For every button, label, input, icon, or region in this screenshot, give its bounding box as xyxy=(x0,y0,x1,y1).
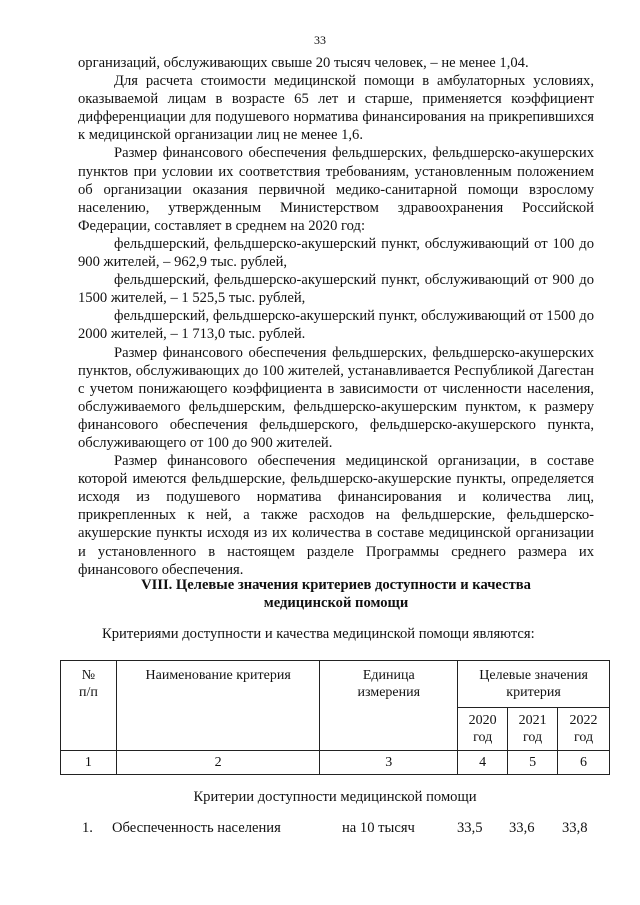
column-number: 4 xyxy=(458,751,508,775)
table-header-row xyxy=(61,661,610,708)
body-text xyxy=(78,54,594,579)
year-value: 2020 xyxy=(468,713,497,728)
header-unit-line: Единица xyxy=(362,668,415,683)
section-heading-line: VIII. Целевые значения критериев доступности и качества xyxy=(141,577,531,593)
year-label: год xyxy=(523,730,543,745)
header-unit-line: измерения xyxy=(357,685,421,700)
column-number: 6 xyxy=(558,751,610,775)
page-number: 33 xyxy=(314,33,326,47)
row-number: 1. xyxy=(82,820,93,836)
header-number xyxy=(61,661,117,751)
header-criterion-name: Наименование критерия xyxy=(116,661,320,751)
row-criterion-word: Обеспеченность населения xyxy=(112,820,281,836)
row-value-2022: 33,8 xyxy=(562,820,588,836)
table-subsection-title: Критерии доступности медицинской помощи xyxy=(193,789,477,805)
section-heading xyxy=(78,576,594,612)
column-number: 2 xyxy=(116,751,320,775)
header-target-values xyxy=(458,661,610,708)
table-row xyxy=(60,820,610,840)
column-number: 5 xyxy=(508,751,558,775)
row-value-2021: 33,6 xyxy=(509,820,535,836)
paragraph: фельдшерский, фельдшерско-акушерский пункт, обслуживающий от 1500 до 2000 жителей, – 1 713,0 тыс. рублей. xyxy=(78,308,594,343)
header-number-line: п/п xyxy=(78,685,98,700)
criteria-table xyxy=(60,660,610,775)
paragraph: фельдшерский, фельдшерско-акушерский пункт, обслуживающий от 900 до 1500 жителей, – 1 525,5 тыс. рублей, xyxy=(78,272,594,307)
year-label: год xyxy=(473,730,493,745)
paragraph: Размер финансового обеспечения фельдшерских, фельдшерско-акушерских пунктов, обслуживающих до 100 жителей, устанавливается Республикой Дагестан с учетом понижающего коэффициента в зависимости от численности населения, обслуживаемого фельдшерским, фельдшерско-акушерским пунктом, к размеру финансового обеспечения фельдшерского, фельдшерско-акушерского пункта, обслуживающего от 100 до 900 жителей. xyxy=(78,344,594,451)
header-year xyxy=(508,708,558,751)
year-label: год xyxy=(573,730,594,745)
section-heading-line: медицинской помощи xyxy=(263,595,409,611)
paragraph: Размер финансового обеспечения медицинской организации, в составе которой имеются фельдшерские, фельдшерско-акушерские пункты, определяется исходя из подушевого норматива финансирования и количества лиц, прикрепленных к ней, а также расходов на фельдшерские, фельдшерско-акушерские пункты исходя из их количества в составе медицинской организации и установленного в настоящем разделе Программы среднего размера их финансового обеспечения. xyxy=(78,453,594,578)
column-number: 1 xyxy=(61,751,117,775)
paragraph: фельдшерский, фельдшерско-акушерский пункт, обслуживающий от 100 до 900 жителей, – 962,9 тыс. рублей, xyxy=(78,235,594,271)
column-number: 3 xyxy=(320,751,458,775)
paragraph: организаций, обслуживающих свыше 20 тысяч человек, – не менее 1,04. xyxy=(78,55,529,71)
header-number-line: № xyxy=(81,668,96,683)
row-value-2020: 33,5 xyxy=(457,820,483,836)
header-target-line: Целевые значения xyxy=(479,668,588,683)
header-year xyxy=(558,708,610,751)
row-criterion-name xyxy=(112,820,348,837)
header-unit xyxy=(320,661,458,751)
criteria-intro: Критериями доступности и качества медицинской помощи являются: xyxy=(102,626,535,642)
year-value: 2021 xyxy=(518,713,547,728)
header-target-line: критерия xyxy=(506,685,561,700)
paragraph: Размер финансового обеспечения фельдшерских, фельдшерско-акушерских пунктов при условии их соответствия требованиям, установленным положением об организации оказания первичной медико-санитарной помощи взрослому населению, утвержденным Министерством здравоохранения Российской Федерации, составляет в среднем на 2020 год: xyxy=(78,145,594,234)
column-numbers-row xyxy=(61,751,610,775)
paragraph: Для расчета стоимости медицинской помощи в амбулаторных условиях, оказываемой лицам в возрасте 65 лет и старше, применяется коэффициент дифференциации для подушевого норматива финансирования на прикрепившихся к медицинской организации лиц не менее 1,6. xyxy=(78,73,594,144)
header-year xyxy=(458,708,508,751)
row-unit: на 10 тысяч xyxy=(342,820,415,836)
year-value: 2022 xyxy=(569,713,598,728)
